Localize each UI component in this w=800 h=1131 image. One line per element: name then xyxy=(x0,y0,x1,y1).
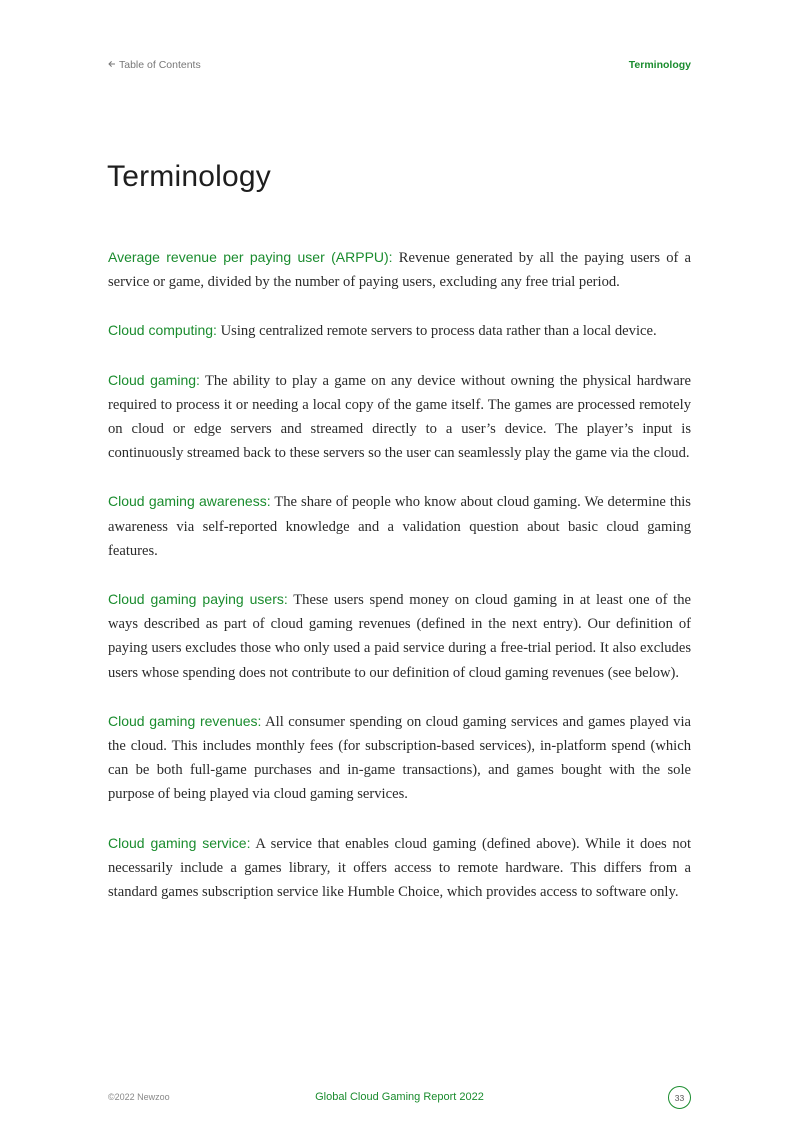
term-entry xyxy=(108,587,691,685)
copyright-notice: ©2022 Newzoo xyxy=(108,1092,170,1102)
term-definition: A service that enables cloud gaming (defined above). While it does not necessarily include a games library, it offers access to remote hardware. This differs from a standard games subscription service like Humble Choice, which provides access to software only. xyxy=(108,835,692,901)
term-definition: The ability to play a game on any device without owning the physical hardware required to process it or needing a local copy of the game itself. The games are processed remotely on cloud or edge servers and streamed directly to a user’s device. The player’s input is continuously streamed back to these servers so the user can seamlessly play the game via the cloud. xyxy=(108,372,692,462)
page-title: Terminology xyxy=(107,160,271,193)
arrow-left-icon xyxy=(108,59,116,71)
term-name: Cloud gaming paying users: xyxy=(108,591,288,608)
term-name: Cloud gaming: xyxy=(108,371,200,388)
page-footer xyxy=(108,1086,691,1110)
term-definition: Revenue generated by all the paying users of a service or game, divided by the number of paying users, excluding any free trial period. xyxy=(108,250,691,291)
term-name: Cloud gaming service: xyxy=(108,834,251,851)
page-number-badge: 33 xyxy=(668,1086,691,1109)
term-definition: These users spend money on cloud gaming in at least one of the ways described as part of cloud gaming revenues (defined in the next entry). Our definition of paying users excludes those who only used a paid service during a free-trial period. It also excludes users whose spending does not contribute to our definition of cloud gaming revenues (see below). xyxy=(108,592,692,681)
term-entry xyxy=(108,709,691,807)
term-entry xyxy=(108,489,691,563)
terms-list xyxy=(108,245,691,928)
term-definition: All consumer spending on cloud gaming services and games played via the cloud. This includes monthly fees (for subscription-based services), in-platform spend (which can be both full-game purchases and in-game transactions), and games bought with the sole purpose of being played via cloud gaming services. xyxy=(108,713,691,803)
table-of-contents-label: Table of Contents xyxy=(119,59,201,71)
term-entry xyxy=(108,368,691,466)
page-header xyxy=(108,59,691,71)
table-of-contents-link[interactable] xyxy=(108,59,201,71)
term-definition: The share of people who know about cloud gaming. We determine this awareness via self-reported knowledge and a validation question about basic cloud gaming features. xyxy=(108,494,691,559)
term-name: Cloud computing: xyxy=(108,322,217,339)
report-title: Global Cloud Gaming Report 2022 xyxy=(315,1091,484,1103)
term-name: Cloud gaming awareness: xyxy=(108,493,271,510)
section-name: Terminology xyxy=(628,59,691,71)
term-name: Average revenue per paying user (ARPPU): xyxy=(108,249,393,265)
term-entry xyxy=(108,831,691,905)
term-entry xyxy=(108,318,691,343)
term-name: Cloud gaming revenues: xyxy=(108,712,262,729)
term-definition: Using centralized remote servers to process data rather than a local device. xyxy=(220,323,657,340)
term-entry xyxy=(108,245,691,294)
